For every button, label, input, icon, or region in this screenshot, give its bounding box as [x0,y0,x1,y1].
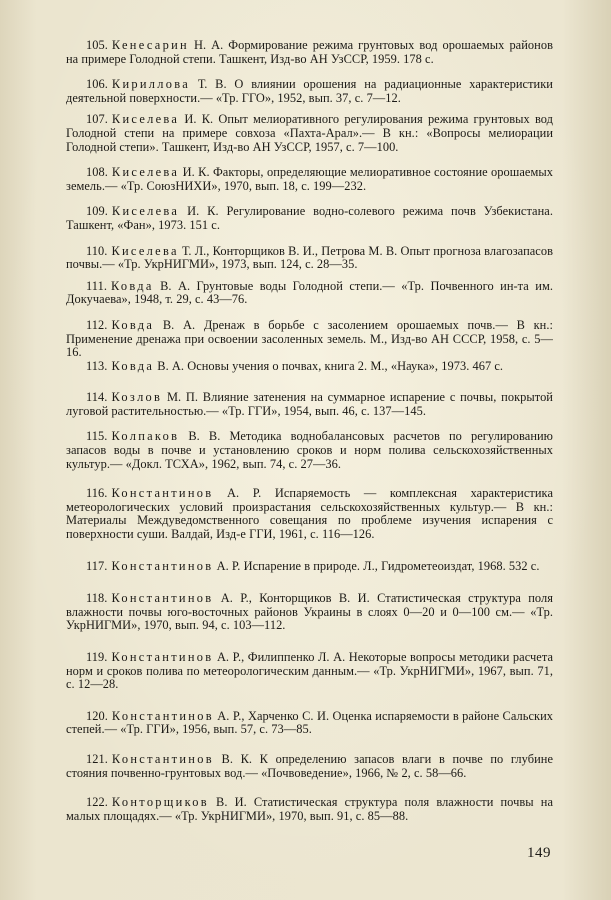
reference-number: 122. [86,795,108,810]
reference-number: 105. [86,38,108,52]
reference-entry [66,710,553,737]
reference-author: Константинов [111,650,214,664]
reference-text: И. К. Опыт мелиоративного регулирования режима грунтовых вод Голодной степи на примере совхоза «Пахта-Арал».— В кн.: «Вопросы мелиорации Голодной степи». Ташкент, Изд-во АН УзССР, 1957, с. 7—100. [66,112,553,154]
reference-author: Ковда [110,278,154,293]
reference-number: 115. [86,429,108,444]
reference-number: 120. [86,708,108,723]
reference-author: Киселева [111,243,179,258]
reference-number: 109. [86,204,108,219]
reference-number: 117. [86,558,108,573]
reference-text: А. Р. Испарение в природе. Л., Гидрометеоиздат, 1968. 532 с. [213,558,540,573]
reference-entry [66,280,553,307]
reference-author: Константинов [111,751,214,766]
reference-number: 108. [86,165,108,180]
reference-text: М. П. Влияние затенения на суммарное испарение с почвы, покрытой луговой растительностью.— «Тр. ГГИ», 1954, вып. 46, с. 137—145. [66,390,553,418]
reference-number: 111. [86,278,107,293]
reference-entry [66,113,553,154]
reference-number: 107. [86,112,108,127]
reference-text: А. Р., Конторщиков В. И. Статистическая структура поля влажности почвы юго-восточных районов Украины в слоях 0—20 и 0—100 см.— «Тр. УкрНИГМИ», 1970, вып. 94, с. 103—112. [66,591,553,633]
reference-entry [66,430,553,471]
reference-author: Кенесарин [111,38,189,52]
reference-number: 106. [86,77,108,92]
reference-author: Конторщиков [111,795,209,810]
reference-text: В. И. Статистическая структура поля влажности почвы на малых площадях.— «Тр. УкрНИГМИ», 1970, вып. 91, с. 85—88. [66,795,553,823]
reference-author: Кириллова [111,77,191,92]
reference-text: А. Р. Испаряемость — комплексная характеристика метеорологических условий произрастания сельскохозяйственных культур.— В кн.: Материалы Междуведомственного совещания по проблеме изучения испарения с поверхности суши. Валдай, Изд-е ГГИ, 1961, с. 116—126. [66,486,553,542]
reference-entry [66,166,553,193]
reference-list [66,39,553,823]
reference-author: Константинов [111,558,214,573]
reference-number: 114. [86,390,108,405]
reference-entry [66,753,553,780]
reference-author: Киселева [111,204,180,219]
reference-entry [66,205,553,232]
reference-text: А. Р., Харченко С. И. Оценка испаряемости в районе Сальских степей.— «Тр. ГГИ», 1956, вып. 57, с. 73—85. [66,708,553,737]
reference-text: В. В. Методика воднобалансовых расчетов по регулированию запасов воды в почве и установлению сроков и норм полива сельскохозяйственных культур.— «Докл. ТСХА», 1962, вып. 74, с. 27—36. [66,429,553,471]
reference-text: И. К. Факторы, определяющие мелиоративное состояние орошаемых земель.— «Тр. СоюзНИХИ», 1970, вып. 18, с. 199—232. [66,165,553,193]
reference-author: Константинов [111,486,214,501]
reference-text: Т. Л., Конторщиков В. И., Петрова М. В. Опыт прогноза влагозапасов почвы.— «Тр. УкрНИГМИ», 1973, вып. 124, с. 28—35. [66,243,553,272]
reference-entry [66,391,553,418]
reference-number: 121. [86,751,108,766]
reference-number: 113. [86,358,108,373]
reference-text: В. А. Основы учения о почвах, книга 2. М., «Наука», 1973. 467 с. [154,358,504,373]
reference-entry [66,319,553,360]
reference-author: Киселева [111,112,180,127]
reference-entry [66,651,553,692]
reference-entry [66,796,553,823]
reference-number: 118. [86,591,108,606]
reference-author: Козлов [111,390,163,405]
reference-text: И. К. Регулирование водно-солевого режима почв Узбекистана. Ташкент, «Фан», 1973. 151 с. [66,204,553,232]
reference-author: Колпаков [111,429,180,444]
reference-entry [66,78,553,105]
reference-entry [66,360,553,374]
reference-number: 110. [86,243,108,258]
page-number: 149 [527,845,551,861]
reference-text: Т. В. О влиянии орошения на радиационные характеристики деятельной поверхности.— «Тр. ГГО», 1952, вып. 37, с. 7—12. [66,77,553,105]
reference-number: 116. [86,486,108,501]
reference-text: В. К. К определению запасов влаги в почве по глубине стояния почвенно-грунтовых вод.— «Почвоведение», 1966, № 2, с. 58—66. [66,751,553,780]
reference-entry [66,487,553,541]
reference-author: Константинов [111,591,214,606]
reference-text: В. А. Дренаж в борьбе с засолением орошаемых почв.— В кн.: Применение дренажа при освоении засоленных земель. М., Изд-во АН СССР, 1958, с. 5—16. [66,317,553,360]
reference-text: А. Р., Филиппенко Л. А. Некоторые вопросы методики расчета норм и сроков полива по метеорологическим данным.— «Тр. УкрНИГМИ», 1967, вып. 71, с. 12—28. [66,650,553,692]
reference-entry [66,245,553,272]
reference-text: Н. А. Формирование режима грунтовых вод орошаемых районов на примере Голодной степи. Ташкент, Изд-во АН УзССР, 1959. 178 с. [66,38,553,66]
reference-text: В. А. Грунтовые воды Голодной степи.— «Тр. Почвенного ин-та им. Докучаева», 1948, т. 29, с. 43—76. [66,278,553,307]
reference-author: Ковда [111,358,155,373]
reference-number: 119. [86,650,108,664]
reference-entry [66,39,553,66]
reference-entry [66,592,553,633]
reference-number: 112. [86,317,108,332]
reference-entry [66,560,553,574]
reference-author: Константинов [111,708,214,723]
reference-author: Ковда [111,317,155,332]
reference-author: Киселева [111,165,180,180]
